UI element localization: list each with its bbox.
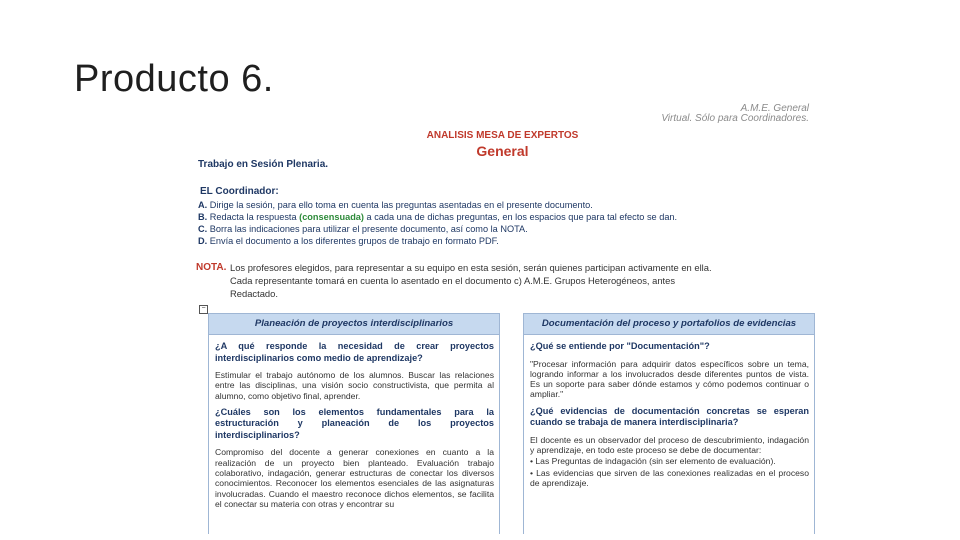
right-question-1: ¿Qué se entiende por "Documentación"? <box>530 341 710 351</box>
right-answer-1: "Procesar información para adquirir datos específicos sobre un tema, logrando informar a los involucrados desde diferentes puntos de vista. Es un soporte para saber dónde estamos y cómo podemos continuar o ampliar." <box>530 358 809 400</box>
step-letter: B. <box>198 212 208 222</box>
step-text: Dirige la sesión, para ello toma en cuenta las preguntas asentadas en el presente documento. <box>209 200 593 210</box>
right-answer-2: El docente es un observador del proceso de descubrimiento, indagación y aprendizaje, en todo este proceso se debe de documentar: <box>530 434 809 455</box>
step-letter: A. <box>198 200 208 210</box>
corner-note-line-2: Virtual. Sólo para Coordinadores. <box>661 113 809 124</box>
coordinator-step-c <box>198 224 528 234</box>
left-question-1: ¿A qué responde la necesidad de crear proyectos interdisciplinarios como medio de aprendizaje? <box>215 341 494 363</box>
nota-line: Redactado. <box>230 288 278 299</box>
nota-line: Cada representante tomará en cuenta lo asentado en el documento c) A.M.E. Grupos Heterogéneos, antes <box>230 275 676 286</box>
step-text: Envía el documento a los diferentes grupos de trabajo en formato PDF. <box>209 236 499 246</box>
slide-title: Producto 6. <box>74 58 274 100</box>
left-column-header: Planeación de proyectos interdisciplinarios <box>209 314 499 335</box>
left-question-2: ¿Cuáles son los elementos fundamentales para la estructuración y planeación de los proyectos interdisciplinarios? <box>215 406 494 440</box>
nota-label: NOTA. <box>196 262 227 273</box>
document-screenshot <box>190 100 815 534</box>
step-text-after: a cada una de dichas preguntas, en los espacios que para tal efecto se dan. <box>363 212 678 222</box>
left-answer-1: Estimular el trabajo autónomo de los alumnos. Buscar las relaciones entre las disciplinas, una visión socio constructivista, que permita al alumno, como objetivo final, aprender. <box>215 370 494 401</box>
document-heading: ANALISIS MESA DE EXPERTOS <box>426 130 579 141</box>
coordinator-step-a <box>198 200 593 210</box>
step-text-before: Redacta la respuesta <box>209 212 300 222</box>
left-column-panel <box>208 313 500 534</box>
document-subheading: General <box>476 143 529 159</box>
step-highlight: (consensuada) <box>299 212 364 222</box>
right-bullet-2: • Las evidencias que sirven de las conexiones realizadas en el proceso de aprendizaje. <box>530 467 809 488</box>
right-bullet-1: • Las Preguntas de indagación (sin ser elemento de evaluación). <box>530 456 776 467</box>
coordinator-step-d <box>198 236 499 246</box>
step-letter: C. <box>198 224 208 234</box>
plenary-session-label: Trabajo en Sesión Plenaria. <box>198 159 329 170</box>
corner-note-line-1: A.M.E. General <box>740 103 809 114</box>
left-answer-2: Compromiso del docente a generar conexiones en cuanto a la realización de un proyecto bien planteado. Evaluación trabajo colaborativo, indagación, generar estructuras de conectar los diversos conocimientos. Reconocer los elementos esenciales de las asignaturas involucradas. Cuando el maestro reconoce dichos elementos, se facilita el conectar su materia con otras y encontrar su <box>215 447 494 509</box>
coordinator-step-b <box>198 212 677 222</box>
nota-line: Los profesores elegidos, para representar a su equipo en esta sesión, serán quienes participan activamente en ella. <box>230 262 712 273</box>
right-column-header: Documentación del proceso y portafolios de evidencias <box>524 314 814 335</box>
coordinator-label: EL Coordinador: <box>200 186 279 197</box>
step-text: Borra las indicaciones para utilizar el presente documento, así como la NOTA. <box>209 224 528 234</box>
right-column-panel <box>523 313 815 534</box>
collapse-toggle-icon[interactable]: − <box>199 305 208 314</box>
step-letter: D. <box>198 236 208 246</box>
right-question-2: ¿Qué evidencias de documentación concretas se esperan cuando se trabaja de manera interdisciplinaria? <box>530 405 809 428</box>
